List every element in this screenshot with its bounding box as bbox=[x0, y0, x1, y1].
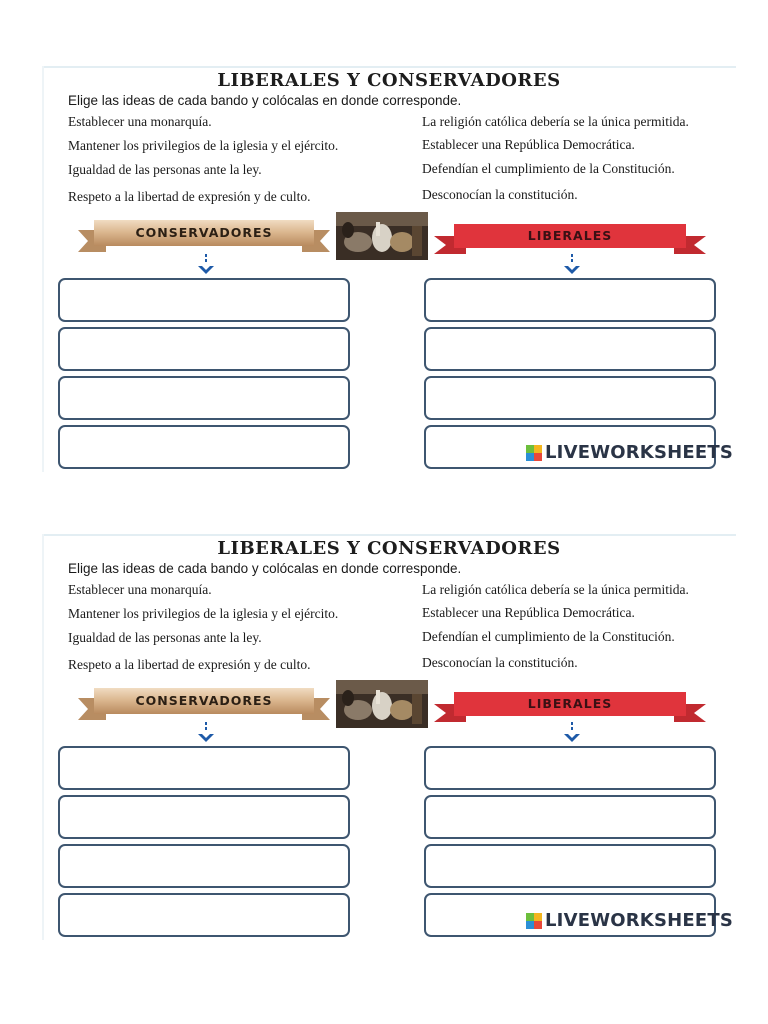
liberales-drop-box[interactable] bbox=[424, 844, 716, 888]
idea-item[interactable]: Igualdad de las personas ante la ley. bbox=[68, 630, 262, 645]
liberales-banner bbox=[432, 222, 708, 256]
worksheet-title: LIBERALES Y CONSERVADORES bbox=[217, 538, 561, 559]
instruction-text: Elige las ideas de cada bando y colócalas en donde corresponde. bbox=[68, 561, 462, 576]
conservadores-label: CONSERVADORES bbox=[135, 225, 273, 240]
idea-item[interactable]: Igualdad de las personas ante la ley. bbox=[68, 162, 262, 177]
conservadores-drop-box[interactable] bbox=[58, 425, 350, 469]
idea-item[interactable]: Desconocían la constitución. bbox=[422, 655, 578, 670]
idea-item[interactable]: Establecer una monarquía. bbox=[68, 582, 212, 597]
conservadores-banner bbox=[76, 686, 332, 724]
idea-item[interactable]: Desconocían la constitución. bbox=[422, 187, 578, 202]
divider bbox=[42, 534, 736, 536]
conservadores-drop-box[interactable] bbox=[58, 844, 350, 888]
liberales-drop-box[interactable] bbox=[424, 376, 716, 420]
conservadores-drop-box[interactable] bbox=[58, 327, 350, 371]
liberales-drop-box[interactable] bbox=[424, 327, 716, 371]
idea-item[interactable]: Mantener los privilegios de la iglesia y el ejército. bbox=[68, 138, 339, 153]
conservadores-drop-box[interactable] bbox=[58, 278, 350, 322]
liberales-banner bbox=[432, 690, 708, 724]
idea-item[interactable]: Defendían el cumplimiento de la Constitución. bbox=[422, 629, 675, 644]
logo-text: LIVEWORKSHEETS bbox=[545, 910, 734, 931]
worksheet-title: LIBERALES Y CONSERVADORES bbox=[217, 70, 561, 91]
liberales-drop-box[interactable] bbox=[424, 746, 716, 790]
liveworksheets-logo-icon bbox=[526, 913, 542, 929]
liveworksheets-logo-icon bbox=[526, 445, 542, 461]
conservadores-drop-box[interactable] bbox=[58, 893, 350, 937]
instruction-text: Elige las ideas de cada bando y colócalas en donde corresponde. bbox=[68, 93, 462, 108]
conservadores-drop-box[interactable] bbox=[58, 795, 350, 839]
down-arrow-icon bbox=[562, 722, 582, 749]
down-arrow-icon bbox=[196, 722, 216, 749]
idea-item[interactable]: Establecer una República Democrática. bbox=[422, 605, 635, 620]
idea-item[interactable]: Respeto a la libertad de expresión y de culto. bbox=[68, 657, 311, 672]
divider bbox=[42, 66, 736, 68]
down-arrow-icon bbox=[196, 254, 216, 281]
worksheet-1 bbox=[42, 66, 736, 472]
liberales-drop-box[interactable] bbox=[424, 795, 716, 839]
idea-item[interactable]: Establecer una República Democrática. bbox=[422, 137, 635, 152]
idea-item[interactable]: Mantener los privilegios de la iglesia y el ejército. bbox=[68, 606, 339, 621]
logo-text: LIVEWORKSHEETS bbox=[545, 442, 734, 463]
divider bbox=[42, 534, 44, 940]
idea-item[interactable]: La religión católica debería se la única permitida. bbox=[422, 114, 689, 129]
idea-item[interactable]: Defendían el cumplimiento de la Constitución. bbox=[422, 161, 675, 176]
divider bbox=[42, 66, 44, 472]
conservadores-drop-box[interactable] bbox=[58, 376, 350, 420]
conservadores-drop-box[interactable] bbox=[58, 746, 350, 790]
idea-item[interactable]: Establecer una monarquía. bbox=[68, 114, 212, 129]
historical-painting-image bbox=[336, 212, 428, 260]
liberales-drop-box[interactable] bbox=[424, 278, 716, 322]
liveworksheets-logo[interactable] bbox=[526, 442, 733, 463]
liberales-label: LIBERALES bbox=[527, 228, 613, 243]
idea-item[interactable]: Respeto a la libertad de expresión y de culto. bbox=[68, 189, 311, 204]
historical-painting-image bbox=[336, 680, 428, 728]
liveworksheets-logo[interactable] bbox=[526, 910, 733, 931]
liberales-label: LIBERALES bbox=[527, 696, 613, 711]
conservadores-label: CONSERVADORES bbox=[135, 693, 273, 708]
idea-item[interactable]: La religión católica debería se la única permitida. bbox=[422, 582, 689, 597]
down-arrow-icon bbox=[562, 254, 582, 281]
worksheet-2 bbox=[42, 534, 736, 940]
conservadores-banner bbox=[76, 218, 332, 256]
